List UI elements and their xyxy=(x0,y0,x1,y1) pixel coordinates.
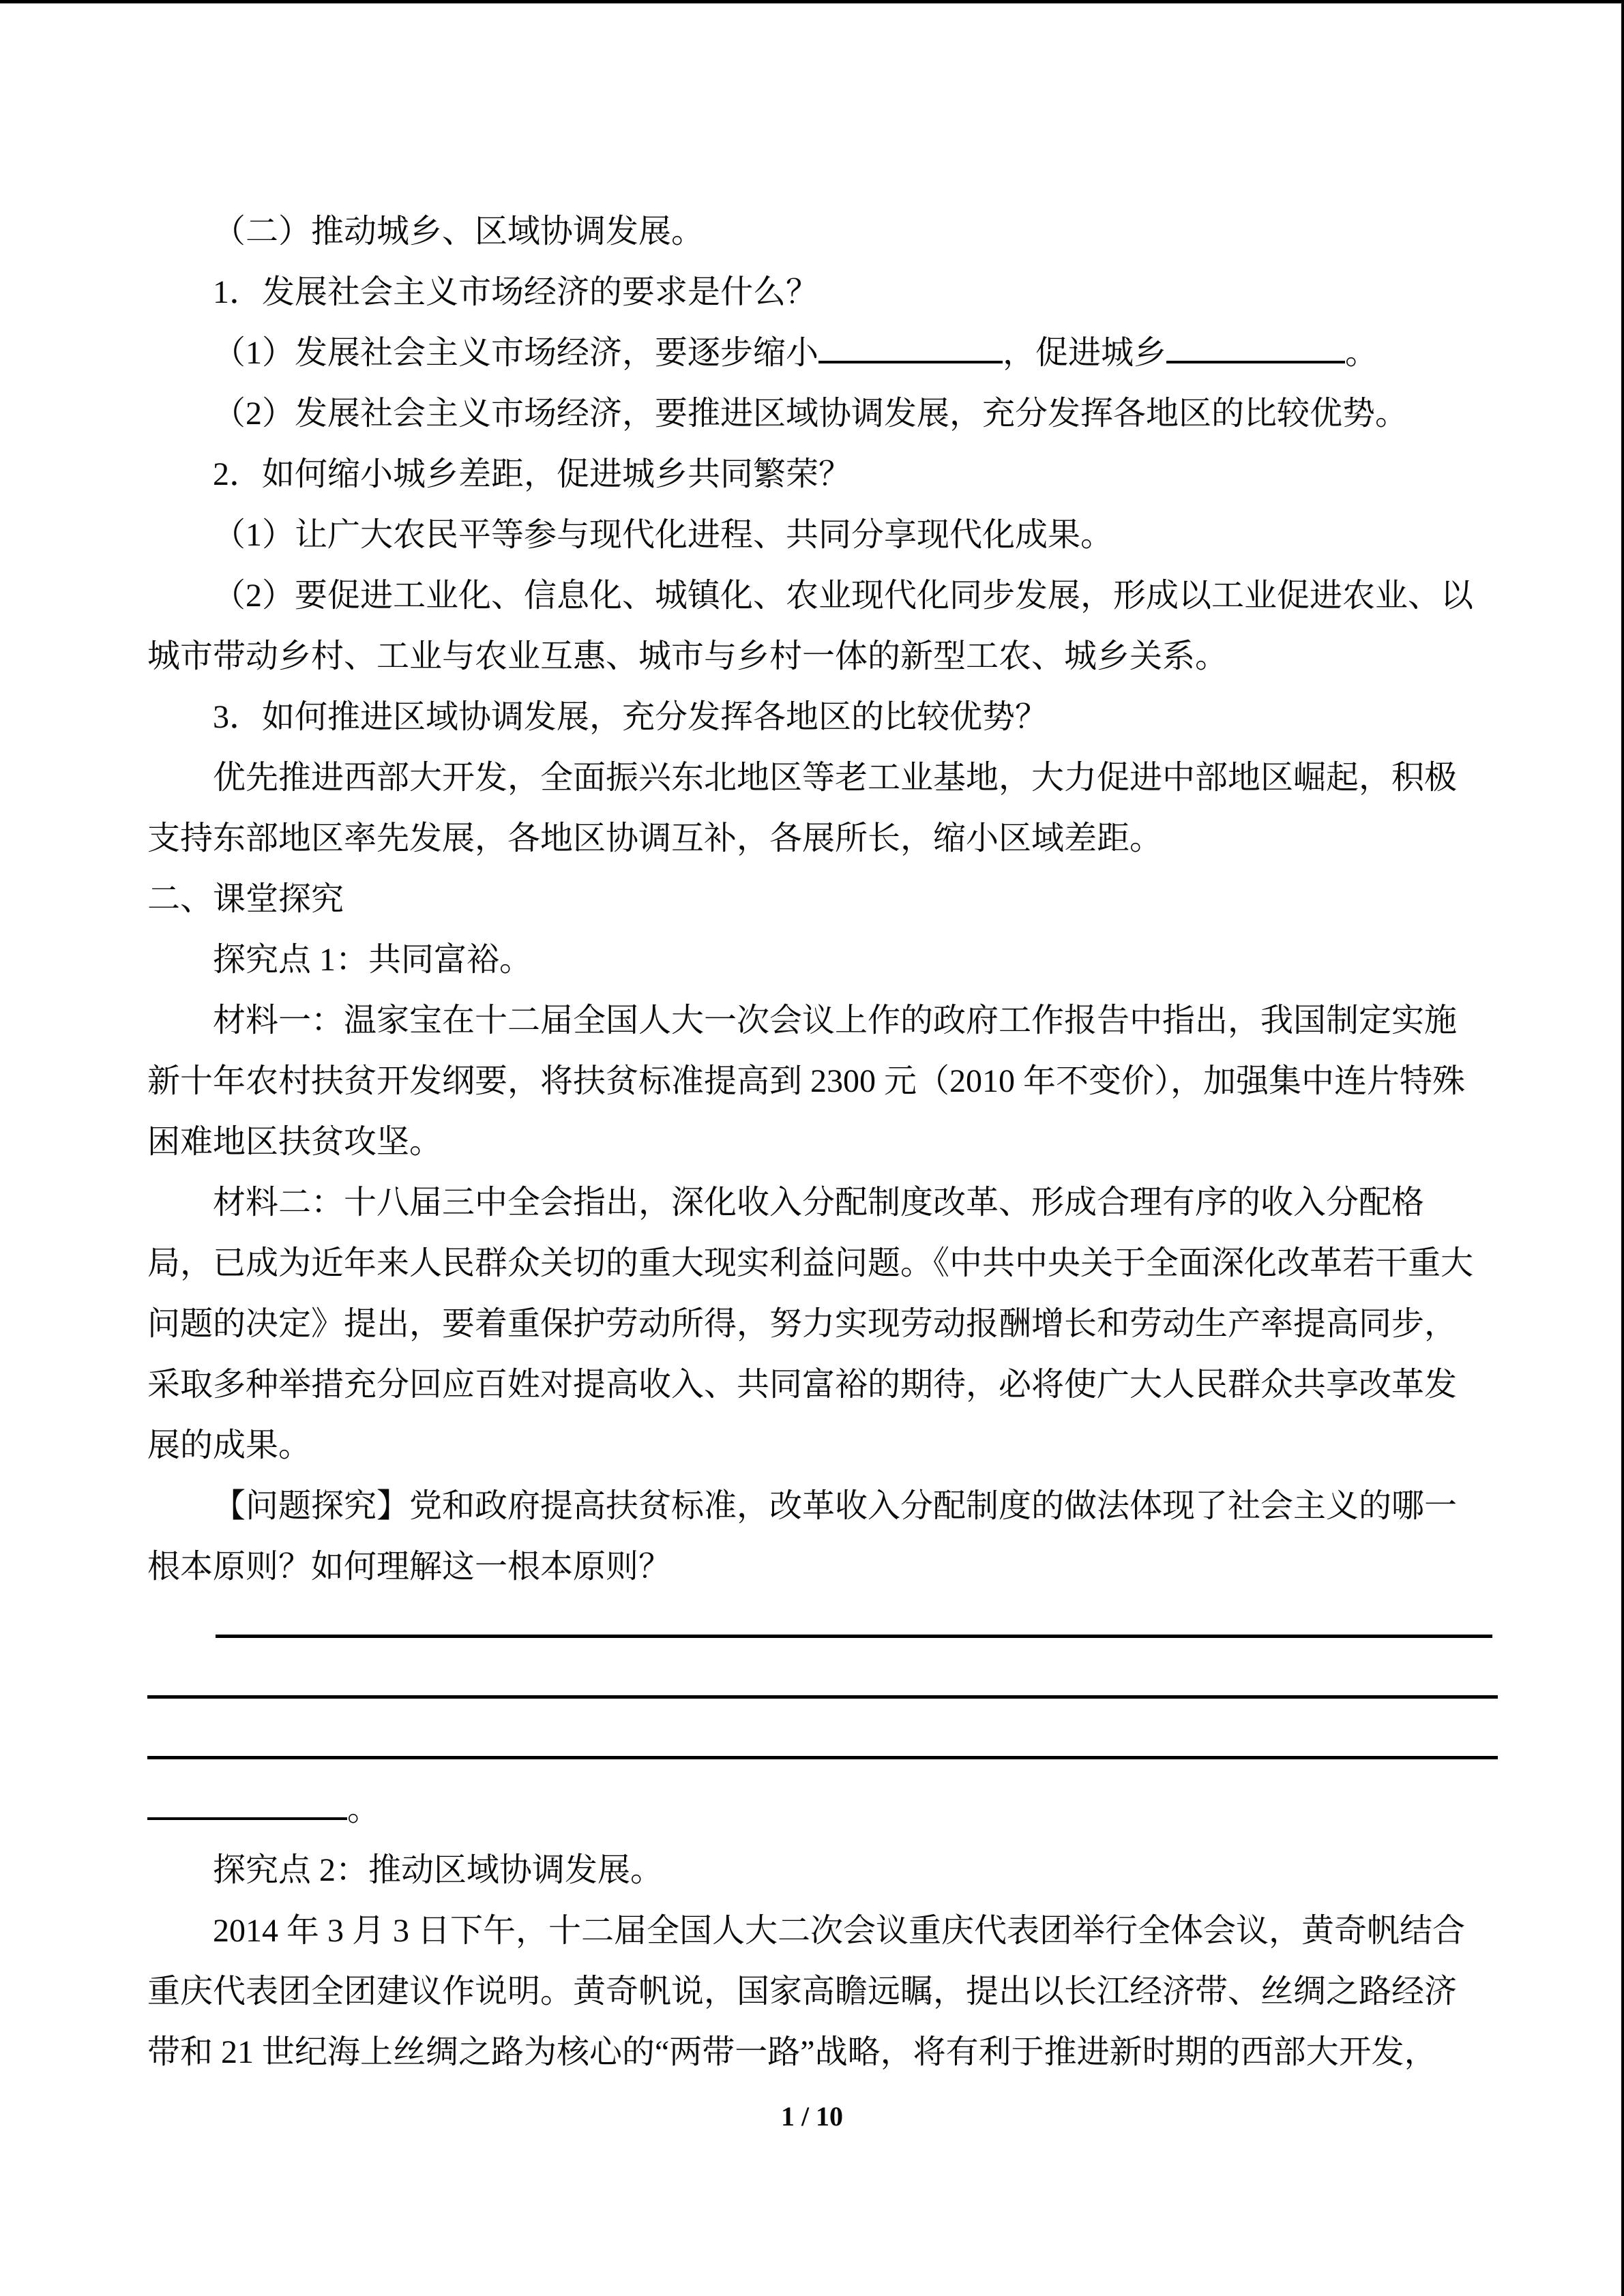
scan-edge-top-line xyxy=(0,0,1624,3)
page-number: 1 / 10 xyxy=(780,2101,844,2132)
heading-line: （二）推动城乡、区域协调发展。 xyxy=(213,213,705,250)
answer-writing-line xyxy=(147,1750,1498,1759)
text-line: 1．发展社会主义市场经济的要求是什么？ xyxy=(213,274,819,310)
answer-line-row xyxy=(147,1658,1501,1718)
text-line: 支持东部地区率先发展，各地区协调互补，各展所长，缩小区域差距。 xyxy=(147,820,1163,856)
text-line: （2）要促进工业化、信息化、城镇化、农业现代化同步发展，形成以工业促进农业、以 xyxy=(213,578,1474,614)
text-segment: ，促进城乡 xyxy=(1003,335,1167,371)
text-line: 探究点 2：推动区域协调发展。 xyxy=(213,1852,664,1888)
answer-writing-line xyxy=(216,1629,1492,1638)
answer-line-row xyxy=(147,1597,1501,1658)
text-line: 探究点 1：共同富裕。 xyxy=(213,942,533,978)
text-segment: 。 xyxy=(347,1791,381,1828)
answer-blank-underline xyxy=(1166,355,1345,363)
text-line: 根本原则？如何理解这一根本原则？ xyxy=(147,1549,672,1585)
text-line: （1）让广大农民平等参与现代化进程、共同分享现代化成果。 xyxy=(213,517,1114,553)
text-line: 2014 年 3 月 3 日下午，十二届全国人大二次会议重庆代表团举行全体会议，黄奇帆结合 xyxy=(213,1913,1466,1949)
answer-line-row-short xyxy=(147,1779,1501,1840)
answer-writing-line xyxy=(147,1690,1498,1699)
text-line: 【问题探究】党和政府提高扶贫标准，改革收入分配制度的做法体现了社会主义的哪一 xyxy=(213,1488,1458,1524)
text-line: 展的成果。 xyxy=(147,1427,312,1463)
text-line: 3．如何推进区域协调发展，充分发挥各地区的比较优势？ xyxy=(213,699,1048,735)
section-heading-line: 二、课堂探究 xyxy=(147,881,344,917)
text-line: 困难地区扶贫攻坚。 xyxy=(147,1124,443,1160)
answer-blank-underline xyxy=(818,355,1003,363)
text-line: 城市带动乡村、工业与农业互惠、城市与乡村一体的新型工农、城乡关系。 xyxy=(147,638,1228,674)
scan-edge-right-line xyxy=(1621,0,1624,2296)
text-segment: 。 xyxy=(1345,335,1378,371)
text-line: 材料一：温家宝在十二届全国人大一次会议上作的政府工作报告中指出，我国制定实施 xyxy=(213,1002,1458,1039)
text-line: 采取多种举措充分回应百姓对提高收入、共同富裕的期待，必将使广大人民群众共享改革发 xyxy=(147,1367,1458,1403)
text-line: 问题的决定》提出，要着重保护劳动所得，努力实现劳动报酬增长和劳动生产率提高同步， xyxy=(147,1306,1458,1342)
text-line: 优先推进西部大开发，全面振兴东北地区等老工业基地，大力促进中部地区崛起，积极 xyxy=(213,760,1458,796)
text-line: 2．如何缩小城乡差距，促进城乡共同繁荣？ xyxy=(213,456,852,492)
text-line: 重庆代表团全团建议作说明。黄奇帆说，国家高瞻远瞩，提出以长江经济带、丝绸之路经济 xyxy=(147,1973,1458,2010)
fill-in-blank-line xyxy=(147,323,1501,383)
answer-line-row xyxy=(147,1718,1501,1779)
document-body xyxy=(147,201,1501,2083)
text-line: 局，已成为近年来人民群众关切的重大现实利益问题。《中共中央关于全面深化改革若干重大 xyxy=(147,1245,1474,1281)
text-line: 材料二：十八届三中全会指出，深化收入分配制度改革、形成合理有序的收入分配格 xyxy=(213,1184,1425,1221)
text-line: 新十年农村扶贫开发纲要，将扶贫标准提高到 2300 元（2010 年不变价），加强集中连片特殊 xyxy=(147,1063,1466,1099)
text-segment: （1）发展社会主义市场经济，要逐步缩小 xyxy=(213,335,819,371)
text-line: 带和 21 世纪海上丝绸之路为核心的“两带一路”战略，将有利于推进新时期的西部大开发， xyxy=(147,2034,1437,2070)
answer-writing-line xyxy=(147,1812,347,1820)
text-line: （2）发展社会主义市场经济，要推进区域协调发展，充分发挥各地区的比较优势。 xyxy=(213,396,1408,432)
